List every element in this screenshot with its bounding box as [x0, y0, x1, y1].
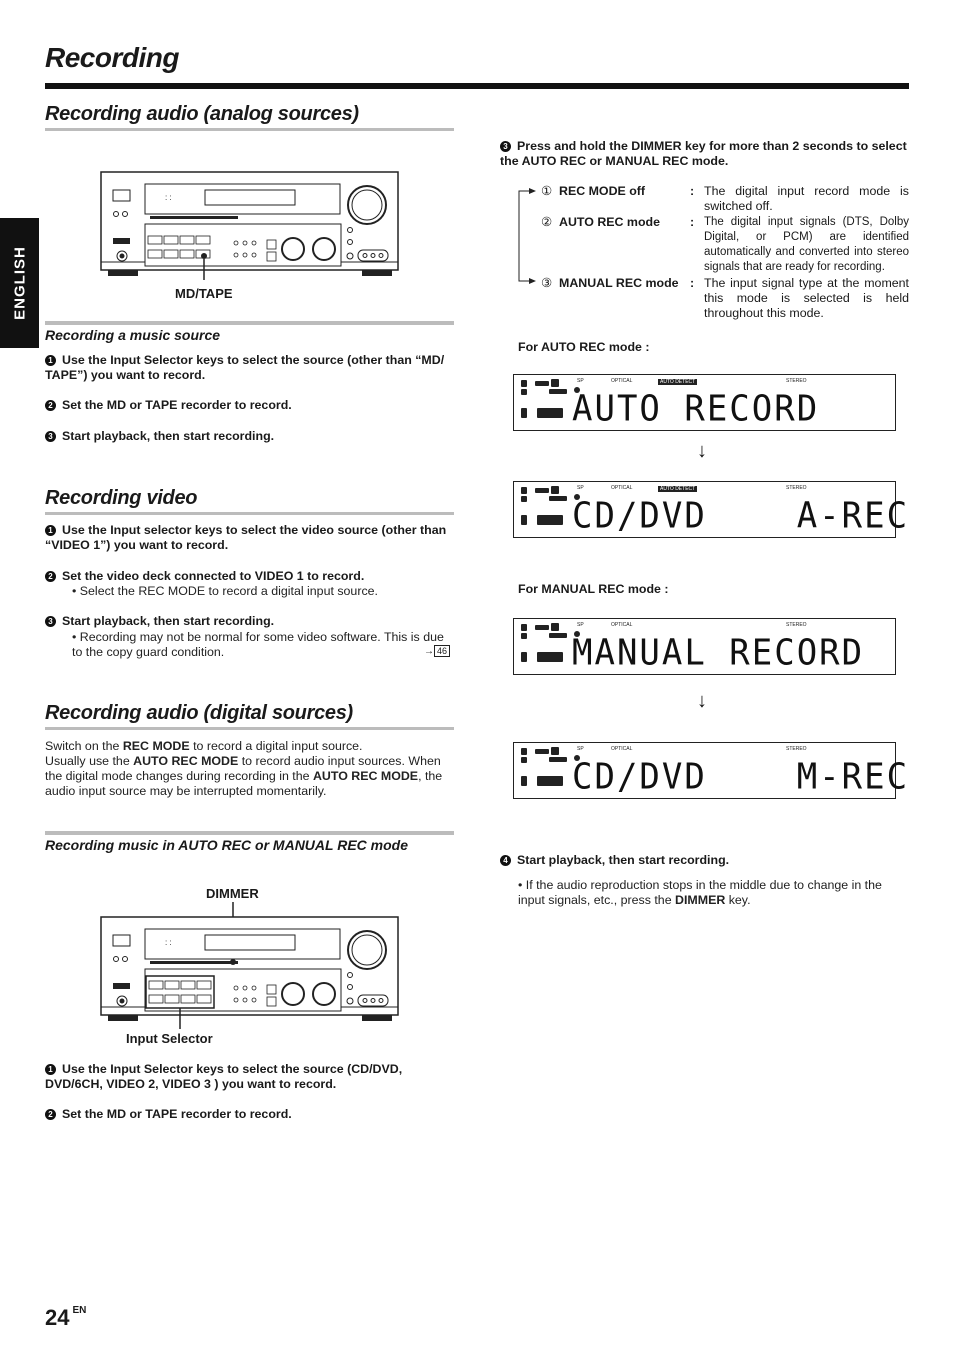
page-number: 24 $^{EN}$	[45, 1305, 87, 1330]
video-step-2: 2 Set the video deck connected to VIDEO 1 to record.	[45, 569, 455, 584]
lcd-display-manual-record	[513, 618, 896, 675]
language-tab	[0, 218, 39, 348]
mode-3-colon: :	[690, 276, 695, 290]
lcd-2-stereo: STEREO	[786, 485, 807, 491]
lcd-1-sp: SP	[577, 378, 584, 384]
lcd-3-optical: OPTICAL	[611, 622, 633, 628]
mode-cycle-arrow-icon	[514, 184, 538, 288]
heading-video: Recording video	[45, 487, 198, 509]
lcd-4-sp: SP	[577, 746, 584, 752]
svg-text:: :: : :	[165, 938, 172, 947]
video-step-3: 3 Start playback, then start recording.	[45, 614, 455, 629]
receiver-illustration-md-tape	[100, 170, 400, 280]
digital-step-2: 2 Set the MD or TAPE recorder to record.	[45, 1107, 455, 1122]
lcd-3-main-text: MANUAL RECORD	[572, 632, 865, 674]
mode-2-desc: The digital input signals (DTS, Dolby Digital, or PCM) are identified automatically and converted into stereo signals that are ready for recording.	[704, 216, 909, 273]
video-step-2-note: • Select the REC MODE to record a digital input source.	[72, 584, 378, 598]
lcd-1-main-text: AUTO RECORD	[572, 388, 820, 430]
mode-2-name: AUTO REC mode	[559, 215, 660, 229]
title-rule	[45, 83, 909, 89]
lcd-4-optical: OPTICAL	[611, 746, 633, 752]
mode-1-colon: :	[690, 184, 695, 198]
heading-video-rule	[45, 512, 454, 515]
mode-3-marker: ③	[541, 276, 553, 290]
language-tab-label: ENGLISH	[11, 246, 28, 320]
lcd-display-cd-dvd-a-rec	[513, 481, 910, 538]
mode-3-name: MANUAL REC mode	[559, 276, 679, 290]
lcd-2-sp: SP	[577, 485, 584, 491]
lcd-4-main-text: CD/DVD M-REC	[572, 756, 910, 798]
lcd-3-sp: SP	[577, 622, 584, 628]
lcd-1-optical: OPTICAL	[611, 378, 633, 384]
lcd-2-auto-detect: AUTO DETECT	[660, 486, 696, 492]
rec-mode-step-4: 4 Start playback, then start recording.	[500, 853, 910, 868]
auto-rec-label: For AUTO REC mode :	[518, 340, 650, 354]
heading-analog: Recording audio (analog sources)	[45, 103, 359, 125]
manual-rec-label: For MANUAL REC mode :	[518, 582, 669, 596]
lcd-3-stereo: STEREO	[786, 622, 807, 628]
arrow-down-icon-2: ↓	[697, 690, 707, 712]
analog-step-2: 2 Set the MD or TAPE recorder to record.	[45, 398, 455, 413]
rec-mode-step-3: 3 Press and hold the DIMMER key for more than 2 seconds to select the AUTO REC or MANUAL REC mode.	[500, 139, 907, 168]
arrow-down-icon-1: ↓	[697, 440, 707, 462]
page-ref-arrow-icon: →	[424, 646, 434, 657]
mode-2-marker: ②	[541, 215, 553, 229]
receiver-illustration-dimmer	[100, 902, 400, 1032]
lcd-1-auto-detect: AUTO DETECT	[660, 379, 696, 385]
analog-step-3: 3 Start playback, then start recording.	[45, 429, 455, 444]
input-selector-callout: Input Selector	[126, 1031, 213, 1046]
lcd-1-stereo: STEREO	[786, 378, 807, 384]
lcd-2-main-text: CD/DVD A-REC	[572, 495, 910, 537]
subheading-music-rule	[45, 321, 454, 325]
mode-2-colon: :	[690, 215, 695, 229]
mode-1-name: REC MODE off	[559, 184, 646, 198]
rec-mode-step-4-note: • If the audio reproduction stops in the middle due to change in the input signals, etc., press the DIMMER key.	[518, 878, 882, 907]
dimmer-callout: DIMMER	[206, 886, 259, 901]
subheading-music: Recording a music source	[45, 327, 221, 343]
lcd-2-optical: OPTICAL	[611, 485, 633, 491]
digital-step-1: 1 Use the Input Selector keys to select the source (CD/DVD, DVD/6CH, VIDEO 2, VIDEO 3 ) you want to record.	[45, 1062, 403, 1091]
lcd-display-cd-dvd-m-rec	[513, 742, 910, 799]
heading-analog-rule	[45, 128, 454, 131]
subheading-rec-mode: Recording music in AUTO REC or MANUAL REC mode	[45, 837, 408, 853]
video-step-1: 1 Use the Input selector keys to select the video source (other than “VIDEO 1”) you want to record.	[45, 523, 447, 552]
lcd-display-auto-record	[513, 374, 896, 431]
page-reference[interactable]	[424, 646, 450, 657]
subheading-rec-mode-rule	[45, 831, 454, 835]
analog-step-1: 1 Use the Input Selector keys to select the source (other than “MD/ TAPE”) you want to record.	[45, 353, 445, 382]
page-ref-number: 46	[434, 645, 450, 657]
mode-1-desc: The digital input record mode is switched off.	[704, 184, 909, 213]
page-title: Recording	[45, 42, 179, 73]
md-tape-callout: MD/TAPE	[175, 286, 233, 301]
page-number-suffix: EN	[72, 1305, 87, 1316]
heading-digital-rule	[45, 727, 454, 730]
mode-1-marker: ①	[541, 184, 553, 198]
digital-intro: Switch on the REC MODE to record a digital input source. Usually use the AUTO REC MODE to record audio input sources. When the digital mode changes during recording in the AUTO REC MODE, the audio input source may be interrupted momentarily.	[45, 739, 443, 798]
video-step-3-note: • Recording may not be normal for some video software. This is due to the copy guard condition.	[72, 630, 444, 659]
mode-3-desc: The input signal type at the moment this mode is selected is held throughout this mode.	[704, 276, 909, 320]
heading-digital: Recording audio (digital sources)	[45, 702, 353, 724]
lcd-4-stereo: STEREO	[786, 746, 807, 752]
svg-text:: :: : :	[165, 193, 172, 202]
